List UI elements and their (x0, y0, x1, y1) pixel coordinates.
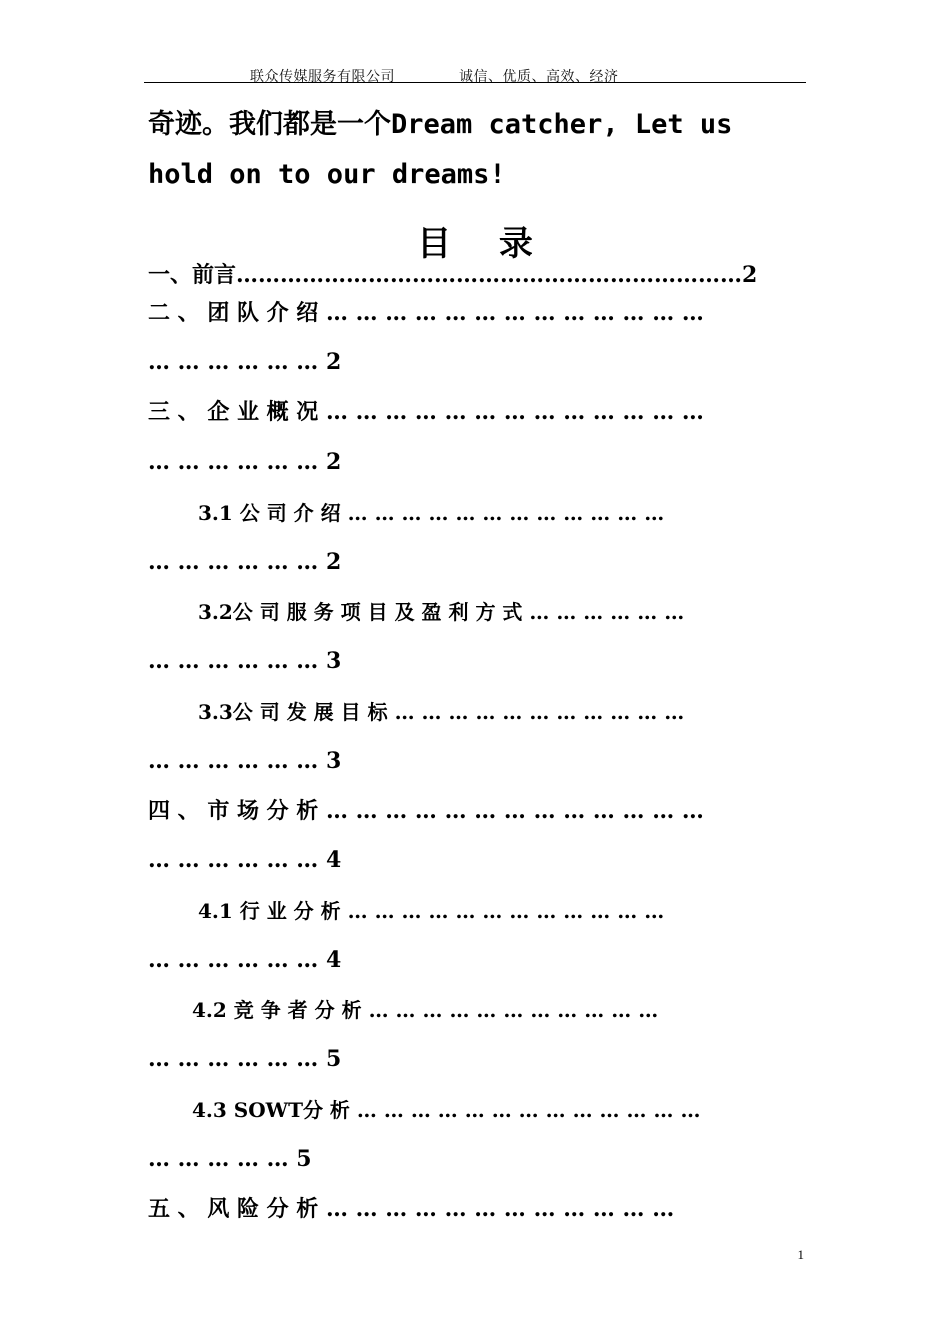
toc-entry-company-overview[interactable]: 三 、 企 业 概 况 … … … … … … … … … … … … … (148, 399, 704, 425)
toc-entry-4-3[interactable]: 4.3 SOWT分 析 … … … … … … … … … … … … … (192, 1098, 701, 1122)
toc-title: 目 录 (417, 224, 551, 264)
toc-entry-3-1-cont[interactable]: … … … … … … 2 (148, 549, 342, 575)
toc-entry-4-3-cont[interactable]: … … … … … 5 (148, 1146, 312, 1172)
toc-entry-company-overview-cont[interactable]: … … … … … … 2 (148, 449, 342, 475)
toc-entry-3-2[interactable]: 3.2公 司 服 务 项 目 及 盈 利 方 式 … … … … … … (198, 600, 685, 624)
toc-entry-risk[interactable]: 五 、 风 险 分 析 … … … … … … … … … … … … (148, 1196, 675, 1222)
toc-entry-4-1[interactable]: 4.1 行 业 分 析 … … … … … … … … … … … … (198, 899, 665, 923)
header-company: 联众传媒服务有限公司 (250, 69, 395, 85)
intro-paragraph (148, 100, 808, 200)
toc-entry-3-1[interactable]: 3.1 公 司 介 绍 … … … … … … … … … … … … (198, 501, 665, 525)
toc-entry-3-2-cont[interactable]: … … … … … … 3 (148, 648, 342, 674)
toc-entry-team-cont[interactable]: … … … … … … 2 (148, 349, 342, 375)
toc-entry-preface[interactable]: 一、前言……………………………………………………………2 (148, 262, 758, 288)
toc-entry-4-1-cont[interactable]: … … … … … … 4 (148, 947, 342, 973)
page-header (144, 64, 806, 83)
header-motto: 诚信、优质、高效、经济 (459, 69, 619, 85)
page-number: 1 (797, 1247, 804, 1262)
intro-line-2: hold on to our dreams! (148, 159, 506, 190)
toc-entry-4-2-cont[interactable]: … … … … … … 5 (148, 1046, 342, 1072)
toc-entry-3-3[interactable]: 3.3公 司 发 展 目 标 … … … … … … … … … … … (198, 700, 685, 724)
toc-entry-market-cont[interactable]: … … … … … … 4 (148, 847, 342, 873)
toc-entry-team[interactable]: 二 、 团 队 介 绍 … … … … … … … … … … … … … (148, 300, 704, 326)
intro-line-1: 奇迹。我们都是一个Dream catcher, Let us (148, 109, 733, 140)
toc-entry-3-3-cont[interactable]: … … … … … … 3 (148, 748, 342, 774)
toc-entry-4-2[interactable]: 4.2 竞 争 者 分 析 … … … … … … … … … … … (192, 998, 659, 1022)
toc-entry-market[interactable]: 四 、 市 场 分 析 … … … … … … … … … … … … … (148, 798, 704, 824)
